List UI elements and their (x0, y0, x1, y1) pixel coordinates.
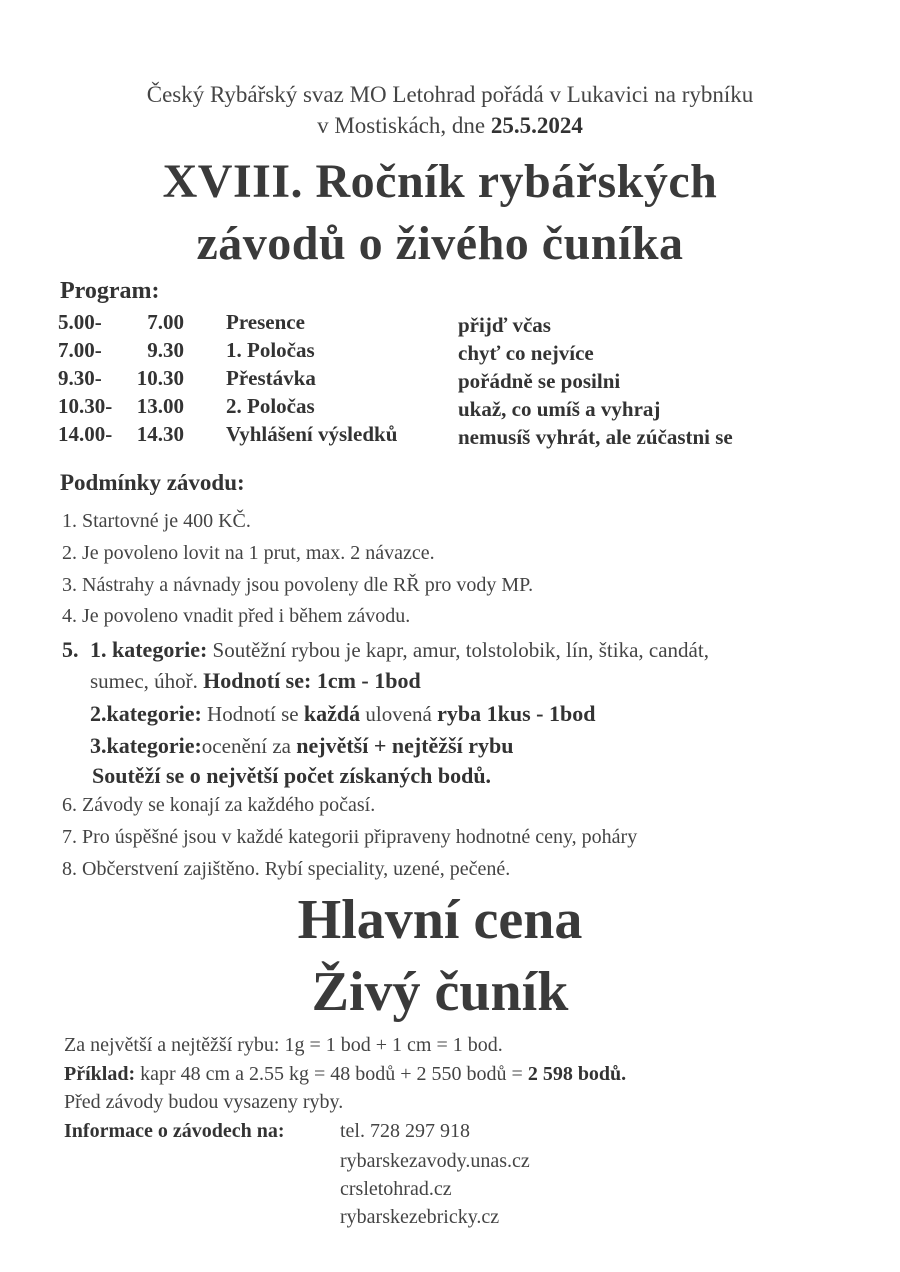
program-activity: Vyhlášení výsledků (226, 422, 398, 446)
time-to: 9.30 (147, 338, 184, 362)
program-note: ukaž, co umíš a vyhraj (458, 397, 661, 421)
time-to: 13.00 (136, 394, 184, 418)
program-activity: Přestávka (226, 366, 316, 390)
time-to: 10.30 (136, 366, 184, 390)
example-text: kapr 48 cm a 2.55 kg = 48 bodů + 2 550 bodů = (135, 1063, 528, 1085)
example-label: Příklad: (64, 1063, 136, 1085)
intro-line-1: Český Rybářský svaz MO Letohrad pořádá v Lukavici na rybníku (146, 82, 754, 107)
program-time (58, 310, 188, 335)
condition-item: 8. Občerstvení zajištěno. Rybí speciality, uzené, pečené. (62, 858, 511, 880)
category-3-prize: největší + nejtěžší rybu (296, 733, 514, 758)
category-1-line (90, 637, 709, 663)
conditions-heading: Podmínky závodu: (60, 470, 245, 495)
category-3-label: 3.kategorie: (90, 733, 202, 758)
condition-item: 7. Pro úspěšné jsou v každé kategorii připraveny hodnotné ceny, poháry (62, 826, 638, 848)
compete-text: Soutěží se o největší počet získaných bodů. (92, 763, 492, 788)
program-note: chyť co nejvíce (458, 341, 594, 365)
program-note: pořádně se posilni (458, 369, 621, 393)
website-link[interactable]: rybarskezebricky.cz (340, 1206, 500, 1228)
condition-item: 3. Nástrahy a návnady jsou povoleny dle RŘ pro vody MP. (62, 574, 534, 596)
program-note: nemusíš vyhrát, ale zúčastni se (458, 425, 733, 449)
time-from: 7.00- (58, 338, 102, 362)
category-1-text: Soutěžní rybou je kapr, amur, tolstolobik, lín, štika, candát, (207, 638, 709, 662)
phone-number: tel. 728 297 918 (340, 1120, 470, 1142)
main-prize-name: Živý čuník (311, 961, 569, 1023)
title-line-1: XVIII. Ročník rybářských (162, 155, 718, 208)
event-date: 25.5.2024 (490, 113, 583, 138)
category-2-label: 2.kategorie: (90, 701, 202, 726)
time-from: 9.30- (58, 366, 102, 390)
scoring-rule: Za největší a nejtěžší rybu: 1g = 1 bod + 1 cm = 1 bod. (64, 1034, 503, 1056)
compete-line (92, 763, 491, 789)
category-1-label: 1. kategorie: (90, 637, 208, 662)
program-activity: 1. Poločas (226, 338, 315, 362)
category-3-line (90, 733, 513, 759)
info-line (64, 1120, 285, 1143)
website-link[interactable]: rybarskezavody.unas.cz (340, 1150, 530, 1172)
condition-item: 4. Je povoleno vnadit před i během závodu. (62, 605, 411, 627)
program-time (58, 338, 188, 363)
condition-item-categories (62, 637, 79, 663)
program-time (58, 394, 188, 419)
stocking-note: Před závody budou vysazeny ryby. (64, 1091, 344, 1113)
program-heading: Program: (60, 278, 160, 304)
time-from: 10.30- (58, 394, 113, 418)
category-3-text: ocenění za (201, 734, 297, 758)
condition-item: 2. Je povoleno lovit na 1 prut, max. 2 návazce. (62, 542, 435, 564)
title-line-2: závodů o živého čuníka (196, 217, 684, 270)
time-to: 7.00 (147, 310, 184, 334)
category-2-score: ryba 1kus - 1bod (437, 701, 596, 726)
category-1-line-2 (90, 668, 421, 694)
program-activity: Presence (226, 310, 305, 334)
example-line (64, 1063, 626, 1086)
category-2-caught: ulovená (360, 702, 438, 726)
program-time (58, 366, 188, 391)
info-label: Informace o závodech na: (64, 1120, 285, 1142)
category-1-fish: sumec, úhoř. (90, 669, 204, 693)
condition-item: 6. Závody se konají za každého počasí. (62, 794, 376, 816)
condition-number: 5. (62, 637, 79, 662)
example-result: 2 598 bodů. (527, 1063, 627, 1085)
condition-item: 1. Startovné je 400 KČ. (62, 510, 251, 532)
time-from: 5.00- (58, 310, 102, 334)
program-time (58, 422, 188, 447)
time-to: 14.30 (136, 422, 184, 446)
category-2-each: každá (303, 701, 361, 726)
category-2-text: Hodnotí se (201, 702, 304, 726)
website-link[interactable]: crsletohrad.cz (340, 1178, 452, 1200)
intro-line-2 (0, 113, 900, 139)
category-2-line (90, 701, 595, 727)
program-note: přijď včas (458, 313, 551, 337)
program-activity: 2. Poločas (226, 394, 315, 418)
category-1-score: Hodnotí se: 1cm - 1bod (203, 668, 421, 693)
main-prize-heading: Hlavní cena (297, 889, 583, 951)
intro-place: v Mostiskách, dne (317, 113, 491, 138)
time-from: 14.00- (58, 422, 113, 446)
